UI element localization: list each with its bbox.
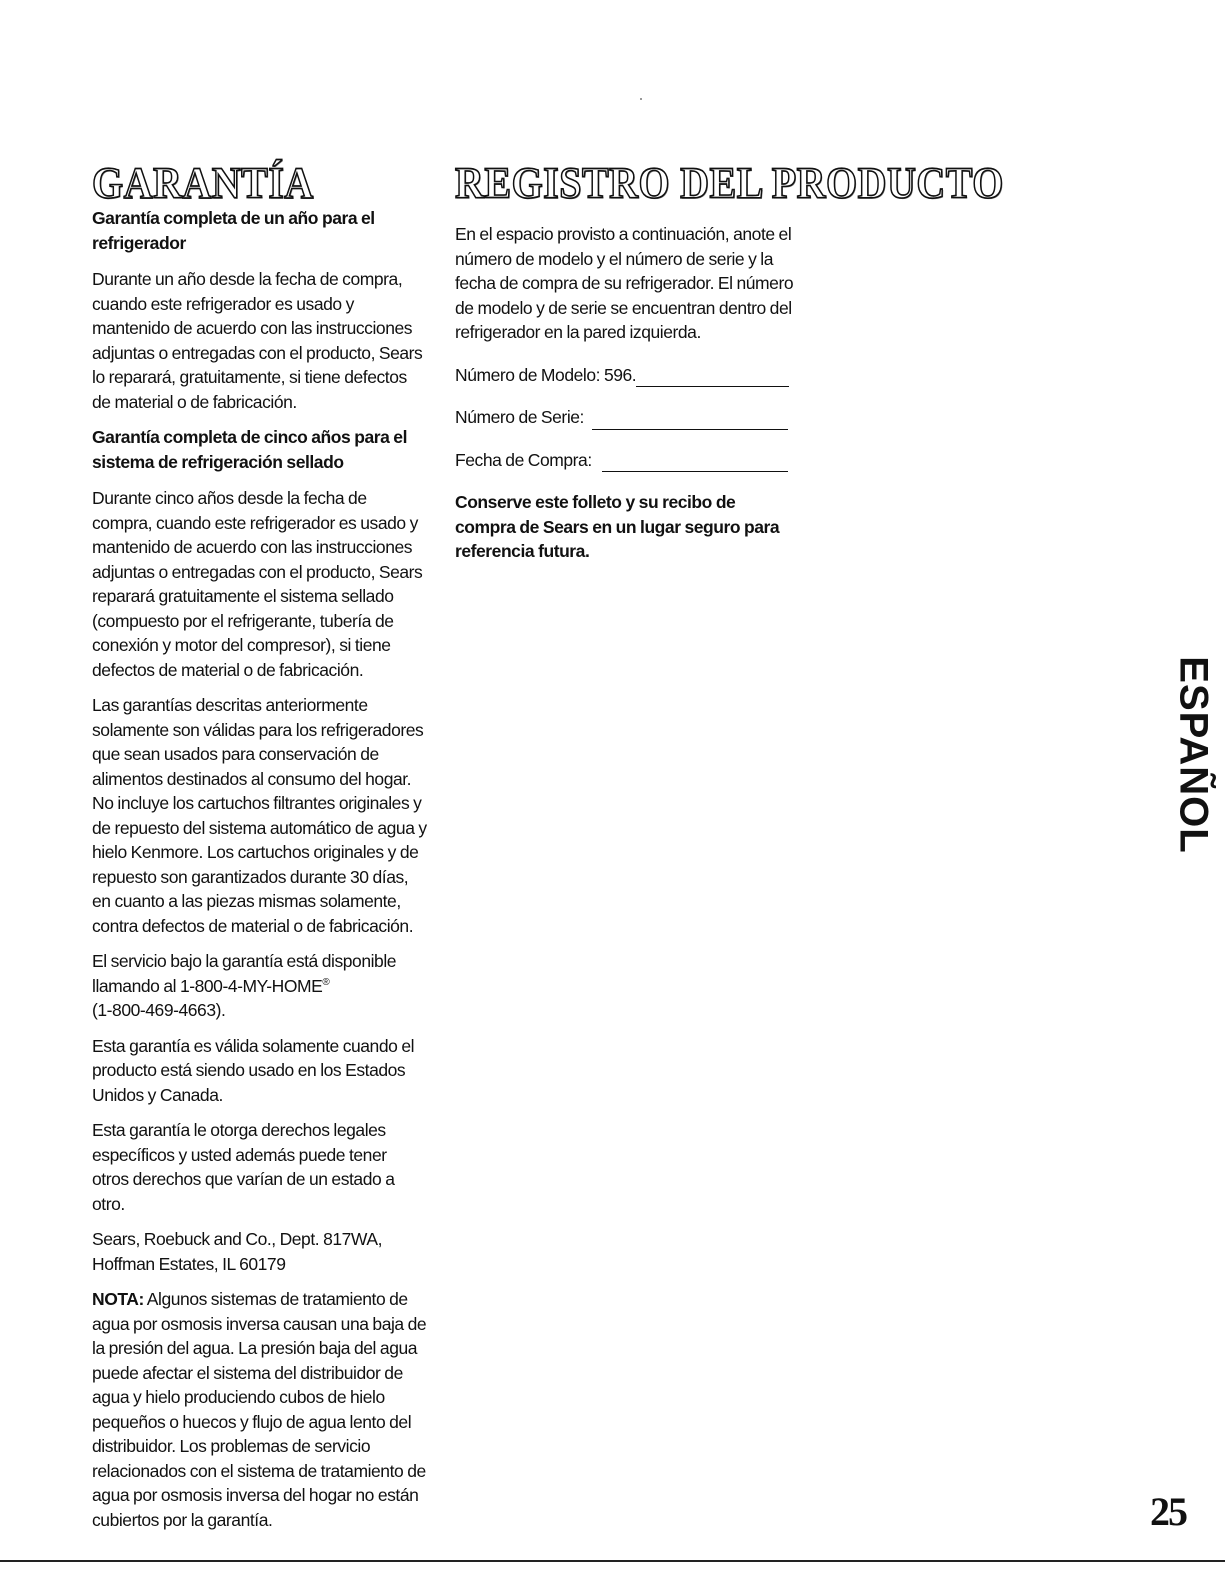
- serial-number-blank: [592, 411, 788, 430]
- language-side-tab: [1168, 656, 1218, 854]
- model-number-blank: [636, 368, 789, 387]
- sears-address-line1: Sears, Roebuck and Co., Dept. 817WA,: [92, 1229, 382, 1249]
- warranty-one-year-text: Durante un año desde la fecha de compra, cuando este refrigerador es usado y mantenido de acuerdo con las instrucciones adjuntas o entregadas con el producto, Sears lo reparará, gratuitamente, si tiene defectos de material o de fabricación.: [92, 269, 423, 412]
- model-number-field: [455, 363, 795, 388]
- warranty-five-year-heading: Garantía completa de cinco años para el sistema de refrigeración sellado: [92, 427, 407, 472]
- warranty-section: [92, 158, 427, 1543]
- registration-title: REGISTRO DEL PRODUCTO: [455, 158, 1004, 208]
- bottom-rule: [0, 1560, 1225, 1562]
- note-label: NOTA:: [92, 1289, 144, 1309]
- warranty-service-number: (1-800-469-4663).: [92, 1000, 226, 1020]
- scan-speck: [640, 98, 642, 100]
- serial-number-label: Número de Serie:: [455, 407, 584, 427]
- note-text: Algunos sistemas de tratamiento de agua por osmosis inversa causan una baja de la presión del agua. La presión baja del agua puede afectar el sistema del distribuidor de agua y hielo produciendo cubos de hielo pequeños o huecos y flujo de agua lento del distribuidor. Los problemas de servicio relacionados con el sistema de tratamiento de agua por osmosis inversa del hogar no están cubiertos por la garantía.: [92, 1289, 427, 1530]
- model-number-label: Número de Modelo: 596.: [455, 364, 637, 385]
- warranty-validity-text: Esta garantía es válida solamente cuando el producto está siendo usado en los Estados Unidos y Canada.: [92, 1035, 415, 1105]
- warranty-five-year-text: Durante cinco años desde la fecha de compra, cuando este refrigerador es usado y mantenido de acuerdo con las instrucciones adjuntas o entregadas con el producto, Sears reparará gratuitamente el sistema sellado (compuesto por el refrigerante, tubería de conexión y motor del compresor), si tiene defectos de material o de fabricación.: [92, 488, 423, 680]
- warranty-service-text: [92, 949, 427, 1023]
- registration-section: [455, 158, 1004, 575]
- warranty-note: [92, 1287, 427, 1532]
- purchase-date-label: Fecha de Compra:: [455, 449, 592, 470]
- warranty-one-year-heading: Garantía completa de un año para el refrigerador: [92, 208, 375, 253]
- sears-address-line2: Hoffman Estates, IL 60179: [92, 1253, 286, 1274]
- warranty-title: GARANTÍA: [92, 158, 314, 208]
- serial-number-field: [455, 405, 795, 430]
- purchase-date-blank: [602, 453, 788, 472]
- registration-closing: Conserve este folleto y su recibo de compra de Sears en un lugar seguro para referencia futura.: [455, 492, 780, 561]
- language-label: ESPAÑOL: [1171, 656, 1216, 854]
- warranty-service-phone: El servicio bajo la garantía está disponible llamando al 1-800-4-MY-HOME: [92, 951, 397, 996]
- registered-mark: ®: [322, 976, 330, 988]
- warranty-scope-text: Las garantías descritas anteriormente solamente son válidas para los refrigeradores que sean usados para conservación de alimentos destinados al consumo del hogar. No incluye los cartuchos filtrantes originales y de repuesto del sistema automático de agua y hielo Kenmore. Los cartuchos originales y de repuesto son garantizados durante 30 días, en cuanto a las piezas mismas solamente, contra defectos de material o de fabricación.: [92, 695, 427, 936]
- purchase-date-field: [455, 448, 795, 473]
- sears-address: [92, 1227, 427, 1276]
- registration-intro: En el espacio provisto a continuación, anote el número de modelo y el número de serie y la fecha de compra de su refrigerador. El número de modelo y de serie se encuentran dentro del refrigerador en la pared izquierda.: [455, 224, 794, 342]
- warranty-rights-text: Esta garantía le otorga derechos legales específicos y usted además puede tener otros derechos que varían de un estado a otro.: [92, 1120, 395, 1214]
- page-number: 25: [1150, 1489, 1186, 1534]
